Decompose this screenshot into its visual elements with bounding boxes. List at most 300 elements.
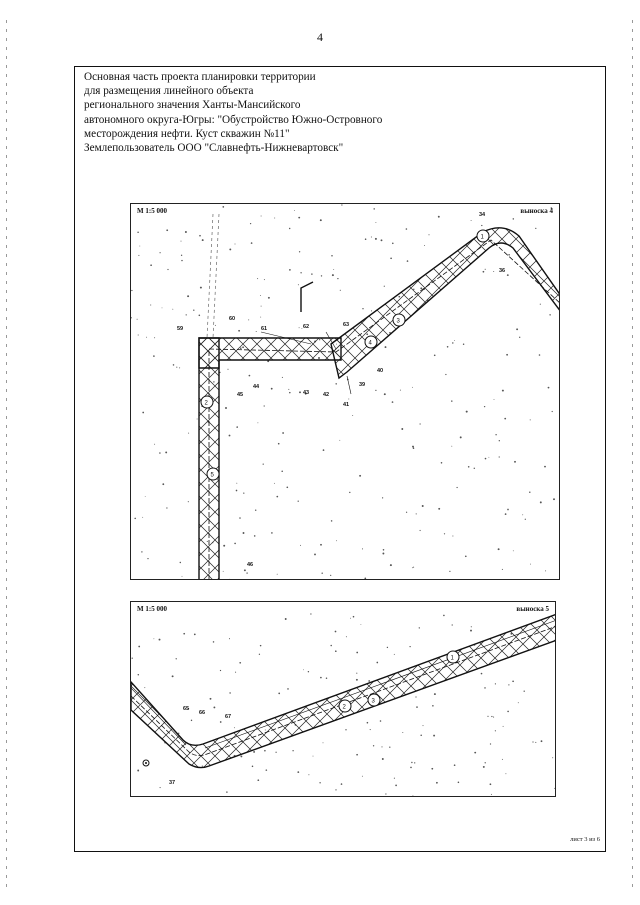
- map-dot: [339, 440, 340, 441]
- map-dot: [229, 579, 231, 580]
- map-dot: [423, 725, 424, 726]
- map-dot: [225, 407, 227, 409]
- map-dot: [250, 223, 251, 224]
- map-dot: [234, 727, 235, 728]
- map-dot: [385, 793, 386, 794]
- map-dot: [485, 762, 486, 763]
- map-drawing-4: [131, 204, 560, 580]
- map-dot: [413, 567, 414, 568]
- circle-marker: [393, 314, 405, 326]
- map-dot: [346, 636, 347, 637]
- map-dot: [310, 613, 311, 614]
- map-dot: [138, 646, 140, 648]
- map-dot: [257, 422, 258, 423]
- map-dot: [246, 572, 247, 573]
- point-label: 60: [229, 316, 236, 322]
- map-dot: [540, 304, 541, 305]
- map-dot: [142, 412, 144, 414]
- scatter-dots: [131, 204, 555, 580]
- map-dot: [159, 639, 161, 641]
- map-dot: [514, 461, 516, 463]
- circle-number: 1: [480, 234, 484, 241]
- map-dot: [549, 314, 550, 315]
- map-dot: [410, 767, 412, 769]
- map-dot: [456, 487, 457, 488]
- map-dot: [382, 758, 384, 760]
- map-dot: [132, 658, 133, 659]
- map-dot: [370, 729, 371, 730]
- map-dot: [255, 509, 256, 510]
- map-dot: [257, 779, 259, 781]
- map-dot: [548, 387, 550, 389]
- map-dot: [544, 466, 546, 468]
- corridor-main: [131, 614, 556, 768]
- map-dot: [223, 545, 225, 547]
- map-dot: [365, 238, 367, 240]
- map-dot: [436, 782, 438, 784]
- point-label: 39: [359, 382, 366, 388]
- map-dot: [154, 444, 155, 445]
- map-dot: [415, 696, 416, 697]
- map-dot: [438, 216, 440, 218]
- survey-marker: [145, 762, 147, 764]
- map-dot: [375, 238, 377, 240]
- map-dot: [248, 319, 249, 320]
- point-label: 41: [343, 402, 350, 408]
- map-dot: [162, 483, 164, 485]
- map-dot: [434, 354, 436, 356]
- title-line: автономного округа-Югры: "Обустройство Южно-Островного: [84, 113, 383, 126]
- map-dot: [288, 389, 289, 390]
- map-dot: [341, 204, 342, 205]
- map-dot: [260, 317, 261, 318]
- map-dot: [471, 626, 472, 627]
- map-dot: [416, 513, 417, 514]
- map-dot: [253, 751, 255, 753]
- map-dot: [263, 463, 264, 464]
- map-dot: [202, 239, 204, 241]
- map-dot: [141, 551, 142, 552]
- map-dot: [463, 344, 464, 345]
- map-dot: [134, 518, 136, 520]
- map-panel-callout-5: [130, 601, 556, 797]
- map-dot: [382, 553, 384, 555]
- map-dot: [235, 244, 236, 245]
- title-line: для размещения линейного объекта: [84, 85, 254, 98]
- map-dot: [333, 269, 334, 270]
- circle-number: 1: [450, 655, 454, 662]
- map-dot: [449, 571, 450, 572]
- map-dot: [409, 646, 410, 647]
- map-dot: [266, 769, 268, 771]
- map-dot: [392, 243, 394, 245]
- map-dot: [213, 641, 215, 643]
- map-dot: [159, 252, 160, 253]
- map-dot: [297, 771, 299, 773]
- map-dot: [468, 466, 470, 468]
- map-dot: [213, 706, 215, 708]
- map-dot: [340, 290, 341, 291]
- map-dot: [384, 286, 385, 287]
- map-dot: [385, 346, 387, 348]
- map-dot: [147, 558, 148, 559]
- map-dot: [264, 750, 266, 752]
- map-dot: [400, 390, 401, 391]
- point-label: 40: [377, 368, 384, 374]
- map-dot: [352, 415, 353, 416]
- map-dot: [490, 743, 491, 744]
- map-dot: [236, 483, 237, 484]
- map-dot: [495, 730, 496, 731]
- map-dot: [419, 423, 420, 424]
- circle-number: 4: [368, 340, 372, 347]
- map-dot: [326, 678, 327, 679]
- map-dot: [431, 768, 433, 770]
- map-dot: [173, 364, 175, 366]
- map-dot: [320, 544, 322, 546]
- map-dot: [447, 346, 449, 348]
- map-dot: [303, 669, 304, 670]
- map-dot: [411, 762, 412, 763]
- map-dot: [153, 638, 154, 639]
- map-dot: [353, 616, 355, 618]
- map-dot: [499, 440, 500, 441]
- circle-marker: [368, 694, 380, 706]
- map-dot: [484, 406, 485, 407]
- map-dot: [229, 248, 231, 250]
- map-dot: [188, 433, 189, 434]
- map-dot: [257, 278, 258, 279]
- map-dot: [416, 706, 418, 708]
- map-dot: [345, 729, 346, 730]
- map-dot: [470, 630, 472, 632]
- title-line: Землепользователь ООО "Славнефть-Нижневартовск": [84, 142, 344, 155]
- map-dot: [522, 514, 523, 515]
- page-number: 4: [317, 30, 323, 44]
- map-dot: [402, 732, 403, 733]
- map-dot: [210, 698, 212, 700]
- map-dot: [356, 754, 358, 756]
- map-dot: [505, 513, 507, 515]
- circle-marker: [201, 396, 213, 408]
- map-dot: [505, 773, 506, 774]
- map-dot: [493, 271, 494, 272]
- point-label: 42: [323, 392, 330, 398]
- map-dot: [545, 570, 546, 571]
- map-dot: [518, 702, 519, 703]
- map-dot: [491, 716, 492, 717]
- map-dot: [199, 315, 201, 317]
- map-dot: [504, 418, 506, 420]
- map-dot: [487, 716, 488, 717]
- map-dot: [335, 631, 337, 633]
- map-dot: [362, 308, 363, 309]
- map-dot: [337, 278, 338, 279]
- map-dot: [371, 236, 372, 237]
- map-dot: [438, 508, 440, 510]
- map-dot: [183, 633, 185, 635]
- map-dot: [530, 419, 531, 420]
- map-dot: [539, 354, 541, 356]
- map-dot: [452, 535, 453, 536]
- map-dot: [376, 662, 378, 664]
- map-dot: [182, 576, 183, 577]
- callout-label: выноска 5: [516, 605, 549, 613]
- map-dot: [199, 235, 201, 237]
- map-dot: [299, 251, 300, 252]
- map-dot: [319, 782, 320, 783]
- map-dot: [407, 260, 409, 262]
- map-dot: [392, 401, 394, 403]
- map-dot: [452, 342, 453, 343]
- map-dot: [389, 747, 390, 748]
- map-dot: [373, 745, 374, 746]
- map-dot: [289, 228, 290, 229]
- map-dot: [535, 228, 536, 229]
- map-dot: [331, 520, 333, 522]
- map-dot: [513, 218, 515, 220]
- map-dot: [181, 241, 182, 242]
- map-dot: [508, 254, 510, 256]
- map-dot: [530, 564, 531, 565]
- map-dot: [252, 766, 254, 768]
- map-dot: [360, 624, 361, 625]
- map-dot: [552, 411, 553, 412]
- map-dot: [412, 795, 413, 796]
- map-dot: [384, 393, 386, 395]
- circle-marker: [447, 651, 459, 663]
- point-label: 59: [177, 326, 184, 332]
- circle-marker: [365, 336, 377, 348]
- point-label: 44: [253, 384, 260, 390]
- map-dot: [215, 325, 216, 326]
- title-line: регионального значения Ханты-Мансийского: [84, 99, 301, 112]
- map-dot: [138, 255, 139, 256]
- map-dot: [484, 687, 486, 689]
- point-label: 37: [169, 780, 176, 786]
- map-dot: [159, 452, 161, 454]
- map-dot: [506, 354, 508, 356]
- map-dot: [286, 486, 288, 488]
- map-dot: [153, 355, 155, 357]
- map-dot: [321, 572, 322, 573]
- map-dot: [320, 219, 322, 221]
- map-dot: [275, 752, 276, 753]
- circle-number: 5: [210, 472, 214, 479]
- map-dot: [335, 383, 336, 384]
- map-dot: [300, 272, 301, 273]
- map-dot: [236, 426, 238, 428]
- map-dot: [264, 279, 265, 280]
- map-dot: [535, 742, 536, 743]
- map-dot: [179, 367, 180, 368]
- map-dot: [493, 717, 494, 718]
- map-dot: [356, 652, 358, 654]
- map-dot: [243, 532, 245, 534]
- map-dot: [268, 297, 270, 299]
- map-dot: [489, 457, 490, 458]
- map-dot: [332, 274, 334, 276]
- map-dot: [145, 496, 146, 497]
- map-dot: [238, 330, 240, 332]
- map-dot: [432, 705, 434, 707]
- map-dot: [313, 756, 314, 757]
- circle-marker: [339, 700, 351, 712]
- map-dot: [180, 562, 181, 563]
- map-dot: [229, 435, 231, 437]
- map-dot: [356, 679, 358, 681]
- point-label: 36: [499, 268, 506, 274]
- map-dot: [229, 638, 230, 639]
- map-dot: [167, 269, 168, 270]
- map-dot: [220, 721, 222, 723]
- map-dot: [148, 579, 149, 580]
- map-dot: [282, 432, 284, 434]
- map-dot: [412, 567, 413, 568]
- map-dot: [490, 783, 492, 785]
- map-dot: [413, 447, 415, 449]
- map-dot: [165, 451, 167, 453]
- point-label: 43: [303, 390, 310, 396]
- map-dot: [162, 308, 163, 309]
- map-dot: [507, 274, 509, 276]
- map-dot: [176, 658, 177, 659]
- map-dot: [507, 711, 509, 713]
- map-dot: [335, 650, 337, 652]
- map-dot: [287, 688, 289, 690]
- map-dot: [371, 310, 372, 311]
- map-dot: [502, 390, 504, 392]
- map-dot: [401, 428, 403, 430]
- point-label: 62: [303, 324, 310, 330]
- well-pad-bracket: [301, 282, 313, 312]
- map-dot: [364, 578, 366, 580]
- map-dot: [458, 782, 460, 784]
- map-dot: [349, 492, 350, 493]
- map-dot: [331, 255, 333, 257]
- map-dot: [181, 260, 182, 261]
- map-dot: [188, 501, 189, 502]
- title-line: Основная часть проекта планировки территории: [84, 71, 316, 83]
- map-dot: [540, 501, 542, 503]
- map-dot: [299, 391, 301, 393]
- map-dot: [298, 501, 299, 502]
- map-dot: [508, 684, 509, 685]
- map-dot: [422, 505, 424, 507]
- map-dot: [194, 634, 196, 636]
- map-dot: [491, 794, 492, 795]
- map-dot: [323, 449, 325, 451]
- map-dot: [260, 645, 262, 647]
- map-dot: [131, 317, 132, 318]
- point-label: 45: [237, 392, 244, 398]
- map-dot: [277, 574, 278, 575]
- map-dot: [444, 533, 445, 534]
- map-dot: [516, 328, 518, 330]
- map-dot: [264, 405, 265, 406]
- map-dot: [193, 310, 194, 311]
- map-dot: [138, 334, 139, 335]
- map-dot: [260, 295, 261, 296]
- circle-marker: [207, 468, 219, 480]
- map-dot: [321, 275, 322, 276]
- map-dot: [300, 545, 301, 546]
- map-dot: [382, 497, 383, 498]
- map-dot: [495, 434, 496, 435]
- map-dot: [555, 673, 556, 675]
- title-line: месторождения нефти. Куст скважин №11": [84, 127, 290, 140]
- map-dot: [373, 208, 375, 210]
- point-label: 46: [247, 562, 254, 568]
- title-block: [84, 70, 382, 155]
- map-dot: [553, 498, 555, 500]
- map-dot: [234, 543, 236, 545]
- map-dot: [503, 726, 504, 727]
- map-dot: [381, 239, 383, 241]
- map-dot: [187, 295, 189, 297]
- map-dot: [181, 255, 182, 256]
- map-dot: [395, 785, 397, 787]
- pipe-centerline: [209, 240, 560, 580]
- map-dot: [375, 222, 376, 223]
- map-dot: [314, 553, 316, 555]
- map-dot: [454, 340, 455, 341]
- map-dot: [244, 569, 246, 571]
- map-dot: [414, 762, 415, 763]
- map-dot: [513, 550, 514, 551]
- map-dot: [131, 290, 132, 291]
- map-drawing-5: [131, 602, 556, 797]
- map-dot: [466, 411, 468, 413]
- map-dot: [452, 624, 453, 625]
- map-dot: [200, 287, 202, 289]
- map-dot: [142, 517, 143, 518]
- map-dot: [502, 759, 503, 760]
- map-dot: [176, 367, 177, 368]
- map-dot: [239, 517, 241, 519]
- map-dot: [185, 231, 187, 233]
- road-dashed-line: [213, 214, 219, 338]
- map-dot: [481, 225, 482, 226]
- map-dot: [341, 783, 343, 785]
- map-dot: [433, 735, 435, 737]
- point-label: 34: [479, 212, 486, 218]
- map-dot: [261, 306, 262, 307]
- map-dot: [336, 540, 337, 541]
- circle-number: 3: [396, 318, 400, 325]
- map-dot: [494, 399, 495, 400]
- map-dot: [166, 229, 168, 231]
- map-dot: [454, 764, 456, 766]
- map-dot: [249, 375, 251, 377]
- map-dot: [166, 507, 167, 508]
- map-dot: [289, 269, 291, 271]
- map-dot: [359, 475, 361, 477]
- map-dot: [276, 496, 278, 498]
- map-dot: [362, 776, 363, 777]
- map-dot: [356, 673, 357, 674]
- map-dot: [239, 662, 241, 664]
- map-dot: [420, 735, 422, 737]
- map-dot: [554, 788, 555, 789]
- map-dot: [222, 206, 224, 208]
- map-dot: [271, 388, 273, 390]
- map-dot: [465, 555, 467, 557]
- circle-number: 2: [204, 400, 208, 407]
- map-dot: [308, 671, 309, 672]
- map-dot: [381, 746, 382, 747]
- map-dot: [412, 446, 414, 448]
